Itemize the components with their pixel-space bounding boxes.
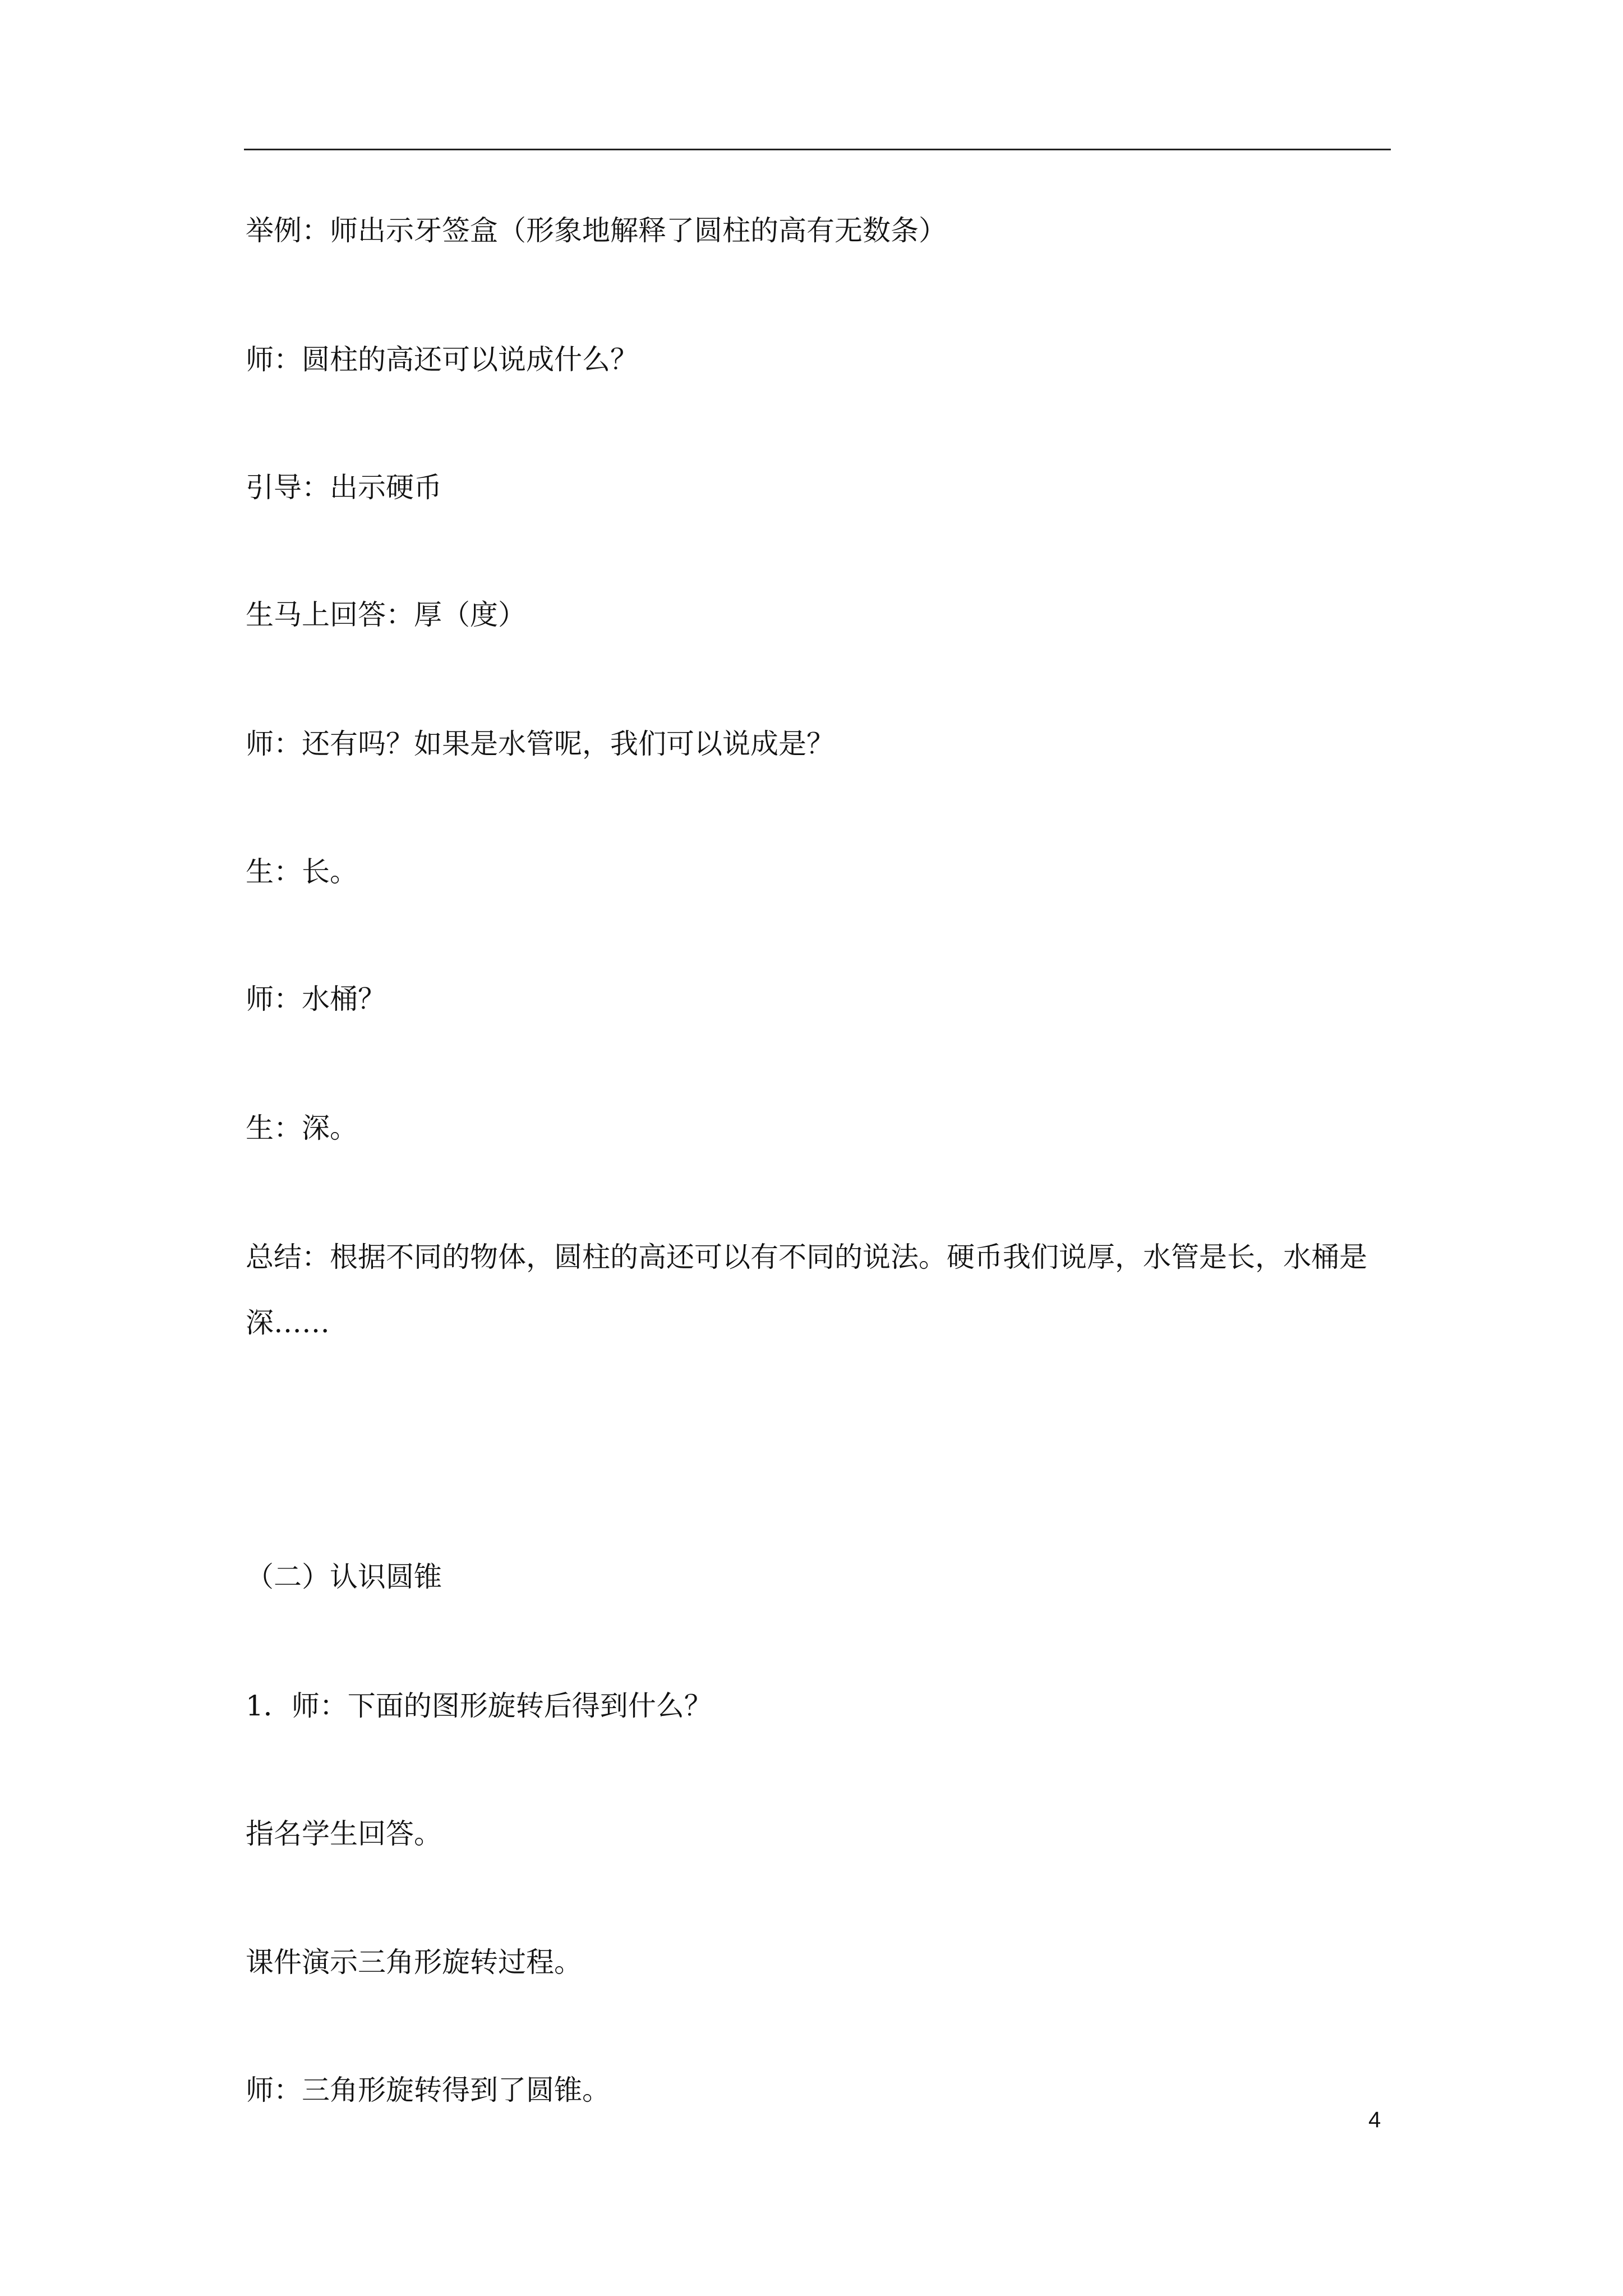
text-line-teacher-water-pipe: 师：还有吗？如果是水管呢，我们可以说成是？ [246,728,834,760]
text-line-student-length: 生：长。 [246,855,358,888]
text-line-summary-continued: 深…… [246,1306,330,1339]
text-line-courseware-demo: 课件演示三角形旋转过程。 [246,1946,582,1978]
text-line-example: 举例：师出示牙签盒（形象地解释了圆柱的高有无数条） [246,214,947,247]
text-line-student-depth: 生：深。 [246,1112,358,1144]
text-line-cone-result: 师：三角形旋转得到了圆锥。 [246,2074,610,2106]
section-heading-cone: （二）认识圆锥 [246,1561,442,1593]
header-rule [244,149,1391,150]
text-line-rotation-question: 1．师：下面的图形旋转后得到什么？ [246,1690,712,1722]
page-number: 4 [1368,2108,1381,2132]
text-line-teacher-bucket: 师：水桶？ [246,983,386,1015]
text-line-summary: 总结：根据不同的物体，圆柱的高还可以有不同的说法。硬币我们说厚，水管是长，水桶是 [246,1241,1367,1273]
text-line-teacher-question: 师：圆柱的高还可以说成什么？ [246,343,638,376]
text-line-student-answer: 指名学生回答。 [246,1818,442,1850]
text-line-guide-coin: 引导：出示硬币 [246,471,442,504]
text-line-student-answer-thickness: 生马上回答：厚（度） [246,599,526,631]
